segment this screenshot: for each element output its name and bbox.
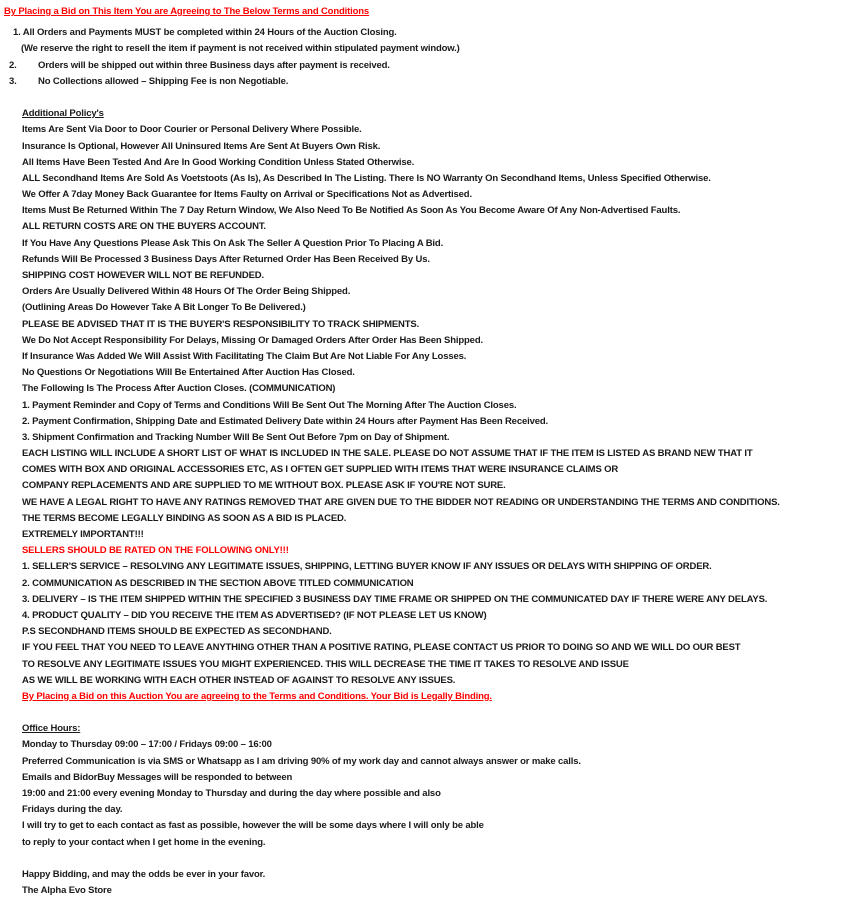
text-line: IF YOU FEEL THAT YOU NEED TO LEAVE ANYTHING OTHER THAN A POSITIVE RATING, PLEASE CONTACT US PRIOR TO DOING SO AND WE WILL DO OUR BEST [22, 642, 741, 654]
rating-item-3: 3. DELIVERY – IS THE ITEM SHIPPED WITHIN THE SPECIFIED 3 BUSINESS DAY TIME FRAME OR SHIPPED ON THE COMMUNICATED DAY IF THERE WERE ANY DELAYS. [22, 593, 768, 605]
text-line: EACH LISTING WILL INCLUDE A SHORT LIST OF WHAT IS INCLUDED IN THE SALE. PLEASE DO NOT ASSUME THAT IF THE ITEM IS LISTED AS BRAND NEW THAT IT [22, 448, 753, 460]
ordered-item-1: 1. All Orders and Payments MUST be completed within 24 Hours of the Auction Closing. [13, 27, 397, 39]
text-line: The Following Is The Process After Auction Closes. (COMMUNICATION) [22, 383, 336, 395]
office-hours-line: Monday to Thursday 09:00 – 17:00 / Fridays 09:00 – 16:00 [22, 739, 272, 751]
text-line: AS WE WILL BE WORKING WITH EACH OTHER INSTEAD OF AGAINST TO RESOLVE ANY ISSUES. [22, 674, 456, 686]
text-line: THE TERMS BECOME LEGALLY BINDING AS SOON AS A BID IS PLACED. [22, 512, 347, 524]
text-line: EXTREMELY IMPORTANT!!! [22, 529, 144, 540]
text-line: Refunds Will Be Processed 3 Business Days After Returned Order Has Been Received By Us. [22, 253, 430, 265]
text-line: (Outlining Areas Do However Take A Bit Longer To Be Delivered.) [22, 302, 306, 314]
ordered-item-1-note: (We reserve the right to resell the item if payment is not received within stipulated payment window.) [21, 43, 460, 55]
text-line: ALL RETURN COSTS ARE ON THE BUYERS ACCOUNT. [22, 221, 266, 233]
store-name: The Alpha Evo Store [22, 885, 112, 897]
text-line: If Insurance Was Added We Will Assist With Facilitating The Claim But Are Not Liable For Any Losses. [22, 350, 467, 362]
list-number: 2. [9, 59, 17, 71]
text-line: All Items Have Been Tested And Are In Good Working Condition Unless Stated Otherwise. [22, 156, 415, 168]
list-number: 3. [9, 75, 17, 87]
rating-item-4: 4. PRODUCT QUALITY – DID YOU RECEIVE THE ITEM AS ADVERTISED? (IF NOT PLEASE LET US KNOW) [22, 609, 487, 621]
text-line: Emails and BidorBuy Messages will be responded to between [22, 771, 293, 783]
text-line: TO RESOLVE ANY LEGITIMATE ISSUES YOU MIGHT EXPERIENCED. THIS WILL DECREASE THE TIME IT TAKES TO RESOLVE AND ISSUE [22, 658, 629, 670]
text-line: Orders Are Usually Delivered Within 48 Hours Of The Order Being Shipped. [22, 286, 351, 298]
terms-heading: By Placing a Bid on This Item You are Agreeing to The Below Terms and Conditions [4, 6, 370, 17]
section-heading-additional-policys: Additional Policy's [22, 108, 104, 120]
ordered-item-2 [0, 58, 845, 74]
blank-line [0, 851, 845, 867]
text-line: We Do Not Accept Responsibility For Delays, Missing Or Damaged Orders After Order Has Been Shipped. [22, 334, 483, 346]
list-text: Orders will be shipped out within three Business days after payment is received. [38, 59, 390, 71]
text-line: COMPANY REPLACEMENTS AND ARE SUPPLIED TO ME WITHOUT BOX. PLEASE ASK IF YOU'RE NOT SURE. [22, 480, 506, 492]
text-line: COMES WITH BOX AND ORIGINAL ACCESSORIES ETC, AS I OFTEN GET SUPPLIED WITH ITEMS THAT WERE INSURANCE CLAIMS OR [22, 464, 619, 476]
closing-line: Happy Bidding, and may the odds be ever in your favor. [22, 868, 266, 880]
text-line: to reply to your contact when I get home in the evening. [22, 836, 266, 848]
ordered-item-3 [0, 74, 845, 90]
text-line: ALL Secondhand Items Are Sold As Voetstoots (As Is), As Described In The Listing. There Is NO Warranty On Secondhand Items, Unless Specified Otherwise. [22, 172, 711, 184]
sellers-rating-heading: SELLERS SHOULD BE RATED ON THE FOLLOWING ONLY!!! [22, 545, 289, 557]
text-line: If You Have Any Questions Please Ask This On Ask The Seller A Question Prior To Placing A Bid. [22, 237, 444, 249]
blank-line [0, 90, 845, 106]
text-line: 19:00 and 21:00 every evening Monday to Thursday and during the day where possible and also [22, 788, 441, 799]
text-line: Items Must Be Returned Within The 7 Day Return Window, We Also Need To Be Notified As Soon As You Become Aware Of Any Non-Advertised Faults. [22, 205, 681, 217]
text-line: P.S SECONDHAND ITEMS SHOULD BE EXPECTED AS SECONDHAND. [22, 626, 332, 638]
communication-step-1: 1. Payment Reminder and Copy of Terms and Conditions Will Be Sent Out The Morning After The Auction Closes. [22, 399, 517, 411]
text-line: Preferred Communication is via SMS or Whatsapp as I am driving 90% of my work day and cannot always answer or make calls. [22, 755, 581, 767]
text-line: PLEASE BE ADVISED THAT IT IS THE BUYER'S RESPONSIBILITY TO TRACK SHIPMENTS. [22, 318, 420, 330]
text-line: WE HAVE A LEGAL RIGHT TO HAVE ANY RATINGS REMOVED THAT ARE GIVEN DUE TO THE BIDDER NOT READING OR UNDERSTANDING THE TERMS AND CONDITIONS. [22, 496, 780, 508]
communication-step-3: 3. Shipment Confirmation and Tracking Number Will Be Sent Out Before 7pm on Day of Shipment. [22, 431, 450, 443]
rating-item-1: 1. SELLER'S SERVICE – RESOLVING ANY LEGITIMATE ISSUES, SHIPPING, LETTING BUYER KNOW IF ANY ISSUES OR DELAYS WITH SHIPPING OF ORDER. [22, 561, 712, 573]
text-line: Items Are Sent Via Door to Door Courier or Personal Delivery Where Possible. [22, 124, 362, 136]
communication-step-2: 2. Payment Confirmation, Shipping Date and Estimated Delivery Date within 24 Hours after Payment Has Been Received. [22, 415, 548, 427]
rating-item-2: 2. COMMUNICATION AS DESCRIBED IN THE SECTION ABOVE TITLED COMMUNICATION [22, 577, 414, 589]
binding-agreement-line: By Placing a Bid on this Auction You are agreeing to the Terms and Conditions. Your Bid is Legally Binding. [22, 690, 492, 702]
list-text: No Collections allowed – Shipping Fee is non Negotiable. [38, 75, 289, 87]
blank-line [0, 705, 845, 721]
text-line: Insurance Is Optional, However All Uninsured Items Are Sent At Buyers Own Risk. [22, 140, 381, 152]
text-line: No Questions Or Negotiations Will Be Entertained After Auction Has Closed. [22, 367, 355, 379]
text-line: SHIPPING COST HOWEVER WILL NOT BE REFUNDED. [22, 270, 264, 281]
text-line: We Offer A 7day Money Back Guarantee for Items Faulty on Arrival or Specifications Not as Advertised. [22, 189, 472, 201]
text-line: Fridays during the day. [22, 804, 123, 816]
section-heading-office-hours: Office Hours: [22, 723, 81, 735]
text-line: I will try to get to each contact as fast as possible, however the will be some days where I will only be able [22, 820, 484, 832]
